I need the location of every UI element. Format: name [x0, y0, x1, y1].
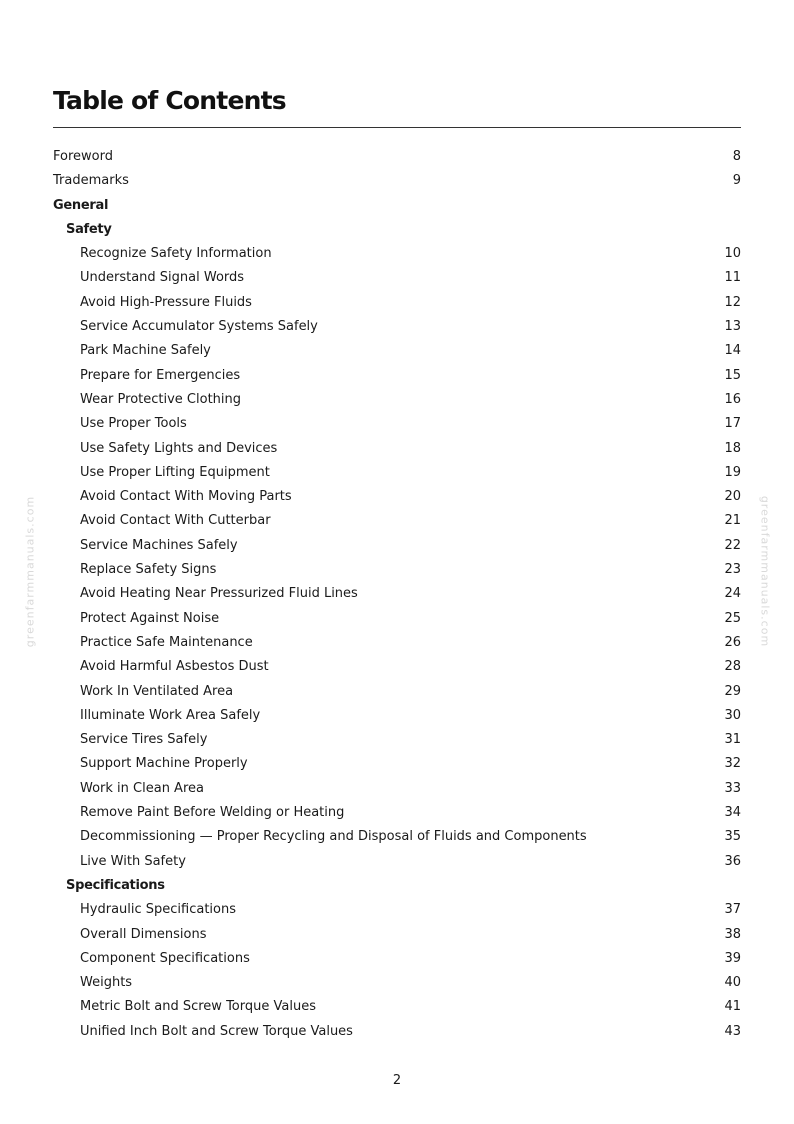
toc-heading-label: Safety	[66, 221, 112, 237]
toc-entry-page: 24	[724, 586, 741, 602]
toc-entry-page: 14	[724, 343, 741, 359]
toc-entry-label: Park Machine Safely	[80, 343, 211, 359]
toc-entry-label: Use Safety Lights and Devices	[80, 440, 278, 456]
toc-entry[interactable]	[53, 242, 741, 266]
toc-section-heading	[53, 194, 741, 218]
toc-entry-label: Avoid Contact With Moving Parts	[80, 489, 292, 505]
toc-entry-label: Service Accumulator Systems Safely	[80, 319, 318, 335]
toc-entry-label: Metric Bolt and Screw Torque Values	[80, 999, 316, 1015]
toc-entry[interactable]	[53, 291, 741, 315]
toc-entry-page: 28	[724, 659, 741, 675]
toc-entry-label: Use Proper Lifting Equipment	[80, 464, 270, 480]
toc-subsection-heading	[53, 218, 741, 242]
toc-entry[interactable]	[53, 655, 741, 679]
toc-entry[interactable]	[53, 169, 741, 193]
toc-entry-label: Component Specifications	[80, 950, 250, 966]
page-title: Table of Contents	[53, 86, 286, 115]
toc-entry-page: 25	[724, 610, 741, 626]
toc-entry-label: Protect Against Noise	[80, 610, 220, 626]
toc-entry[interactable]	[53, 850, 741, 874]
toc-entry-page: 17	[724, 416, 741, 432]
toc-entry-page: 38	[724, 926, 741, 942]
toc-entry[interactable]	[53, 728, 741, 752]
toc-entry-label: Avoid Harmful Asbestos Dust	[80, 659, 269, 675]
toc-entry-page: 31	[724, 732, 741, 748]
toc-entry[interactable]	[53, 825, 741, 849]
toc-entry[interactable]	[53, 923, 741, 947]
toc-entry-page: 12	[724, 294, 741, 310]
toc-entry[interactable]	[53, 485, 741, 509]
toc-entry[interactable]	[53, 388, 741, 412]
toc-entry[interactable]	[53, 971, 741, 995]
watermark-left: greenfarmmanuals.com	[23, 495, 37, 648]
toc-entry[interactable]	[53, 509, 741, 533]
toc-entry[interactable]	[53, 777, 741, 801]
toc-entry-label: Understand Signal Words	[80, 270, 245, 286]
toc-entry[interactable]	[53, 947, 741, 971]
toc-entry-page: 26	[724, 634, 741, 650]
toc-entry[interactable]	[53, 534, 741, 558]
toc-entry-label: Prepare for Emergencies	[80, 367, 241, 383]
toc-entry-page: 30	[724, 707, 741, 723]
toc-entry-page: 20	[724, 489, 741, 505]
toc-entry[interactable]	[53, 898, 741, 922]
toc-entry-label: Hydraulic Specifications	[80, 902, 237, 918]
toc-entry-page: 23	[724, 562, 741, 578]
toc-entry[interactable]	[53, 315, 741, 339]
toc-entry-page: 11	[724, 270, 741, 286]
toc-entry-label: Work in Clean Area	[80, 780, 204, 796]
toc-entry[interactable]	[53, 1020, 741, 1044]
title-divider	[53, 127, 741, 128]
toc-entry-label: Practice Safe Maintenance	[80, 634, 253, 650]
toc-entry-page: 13	[724, 319, 741, 335]
toc-entry-label: Support Machine Properly	[80, 756, 248, 772]
toc-entry[interactable]	[53, 995, 741, 1019]
toc-entry-page: 16	[724, 391, 741, 407]
toc-entry-label: Avoid Contact With Cutterbar	[80, 513, 271, 529]
toc-entry-page: 18	[724, 440, 741, 456]
toc-entry-page: 41	[724, 999, 741, 1015]
toc-entry-label: Use Proper Tools	[80, 416, 187, 432]
toc-entry[interactable]	[53, 364, 741, 388]
toc-heading-label: Specifications	[66, 877, 165, 893]
toc-entry[interactable]	[53, 266, 741, 290]
toc-entry-page: 8	[732, 149, 741, 164]
toc-entry-label: Unified Inch Bolt and Screw Torque Values	[80, 1023, 353, 1039]
toc-entry-page: 36	[724, 853, 741, 869]
toc-entry-label: Decommissioning — Proper Recycling and Disposal of Fluids and Components	[80, 829, 587, 845]
toc-entry-label: Service Machines Safely	[80, 537, 238, 553]
toc-entry-label: Recognize Safety Information	[80, 246, 272, 262]
toc-entry[interactable]	[53, 582, 741, 606]
toc-entry-page: 19	[724, 464, 741, 480]
toc-entry[interactable]	[53, 339, 741, 363]
toc-entry-label: Avoid High-Pressure Fluids	[80, 294, 252, 310]
toc-entry[interactable]	[53, 680, 741, 704]
toc-subsection-heading	[53, 874, 741, 898]
toc-entry[interactable]	[53, 412, 741, 436]
toc-entry-label: Foreword	[53, 149, 113, 164]
toc-entry-page: 22	[724, 537, 741, 553]
toc-entry-label: Remove Paint Before Welding or Heating	[80, 805, 345, 821]
toc-entry[interactable]	[53, 631, 741, 655]
toc-entry-page: 35	[724, 829, 741, 845]
toc-entry[interactable]	[53, 145, 741, 169]
toc-entry-page: 32	[724, 756, 741, 772]
toc-entry-label: Replace Safety Signs	[80, 562, 217, 578]
toc-entry[interactable]	[53, 437, 741, 461]
toc-entry-page: 34	[724, 805, 741, 821]
toc-entry-page: 15	[724, 367, 741, 383]
toc-entry-label: Weights	[80, 975, 133, 991]
toc-entry-label: Work In Ventilated Area	[80, 683, 234, 699]
toc-entry-page: 29	[724, 683, 741, 699]
toc-entry[interactable]	[53, 704, 741, 728]
toc-entry-page: 33	[724, 780, 741, 796]
toc-entry[interactable]	[53, 752, 741, 776]
toc-entry-page: 9	[732, 173, 741, 189]
toc-entry-label: Illuminate Work Area Safely	[80, 707, 261, 723]
toc-entry-page: 21	[724, 513, 741, 529]
toc-entry-label: Live With Safety	[80, 853, 186, 869]
toc-entry[interactable]	[53, 461, 741, 485]
toc-entry-page: 39	[724, 950, 741, 966]
toc-entry-page: 40	[724, 975, 741, 991]
toc-entry-page: 43	[724, 1023, 741, 1039]
toc-entry-label: Trademarks	[53, 173, 129, 189]
toc-entry-label: Avoid Heating Near Pressurized Fluid Lines	[80, 586, 358, 602]
watermark-right: greenfarmmanuals.com	[758, 495, 772, 648]
toc-list	[53, 145, 741, 1044]
toc-entry-label: Wear Protective Clothing	[80, 391, 242, 407]
page-number: 2	[392, 1073, 402, 1088]
toc-entry-label: Service Tires Safely	[80, 732, 208, 748]
toc-entry[interactable]	[53, 801, 741, 825]
toc-entry-page: 10	[724, 246, 741, 262]
toc-entry-label: Overall Dimensions	[80, 926, 207, 942]
toc-entry[interactable]	[53, 607, 741, 631]
toc-entry-page: 37	[724, 902, 741, 918]
toc-heading-label: General	[53, 197, 109, 213]
toc-entry[interactable]	[53, 558, 741, 582]
